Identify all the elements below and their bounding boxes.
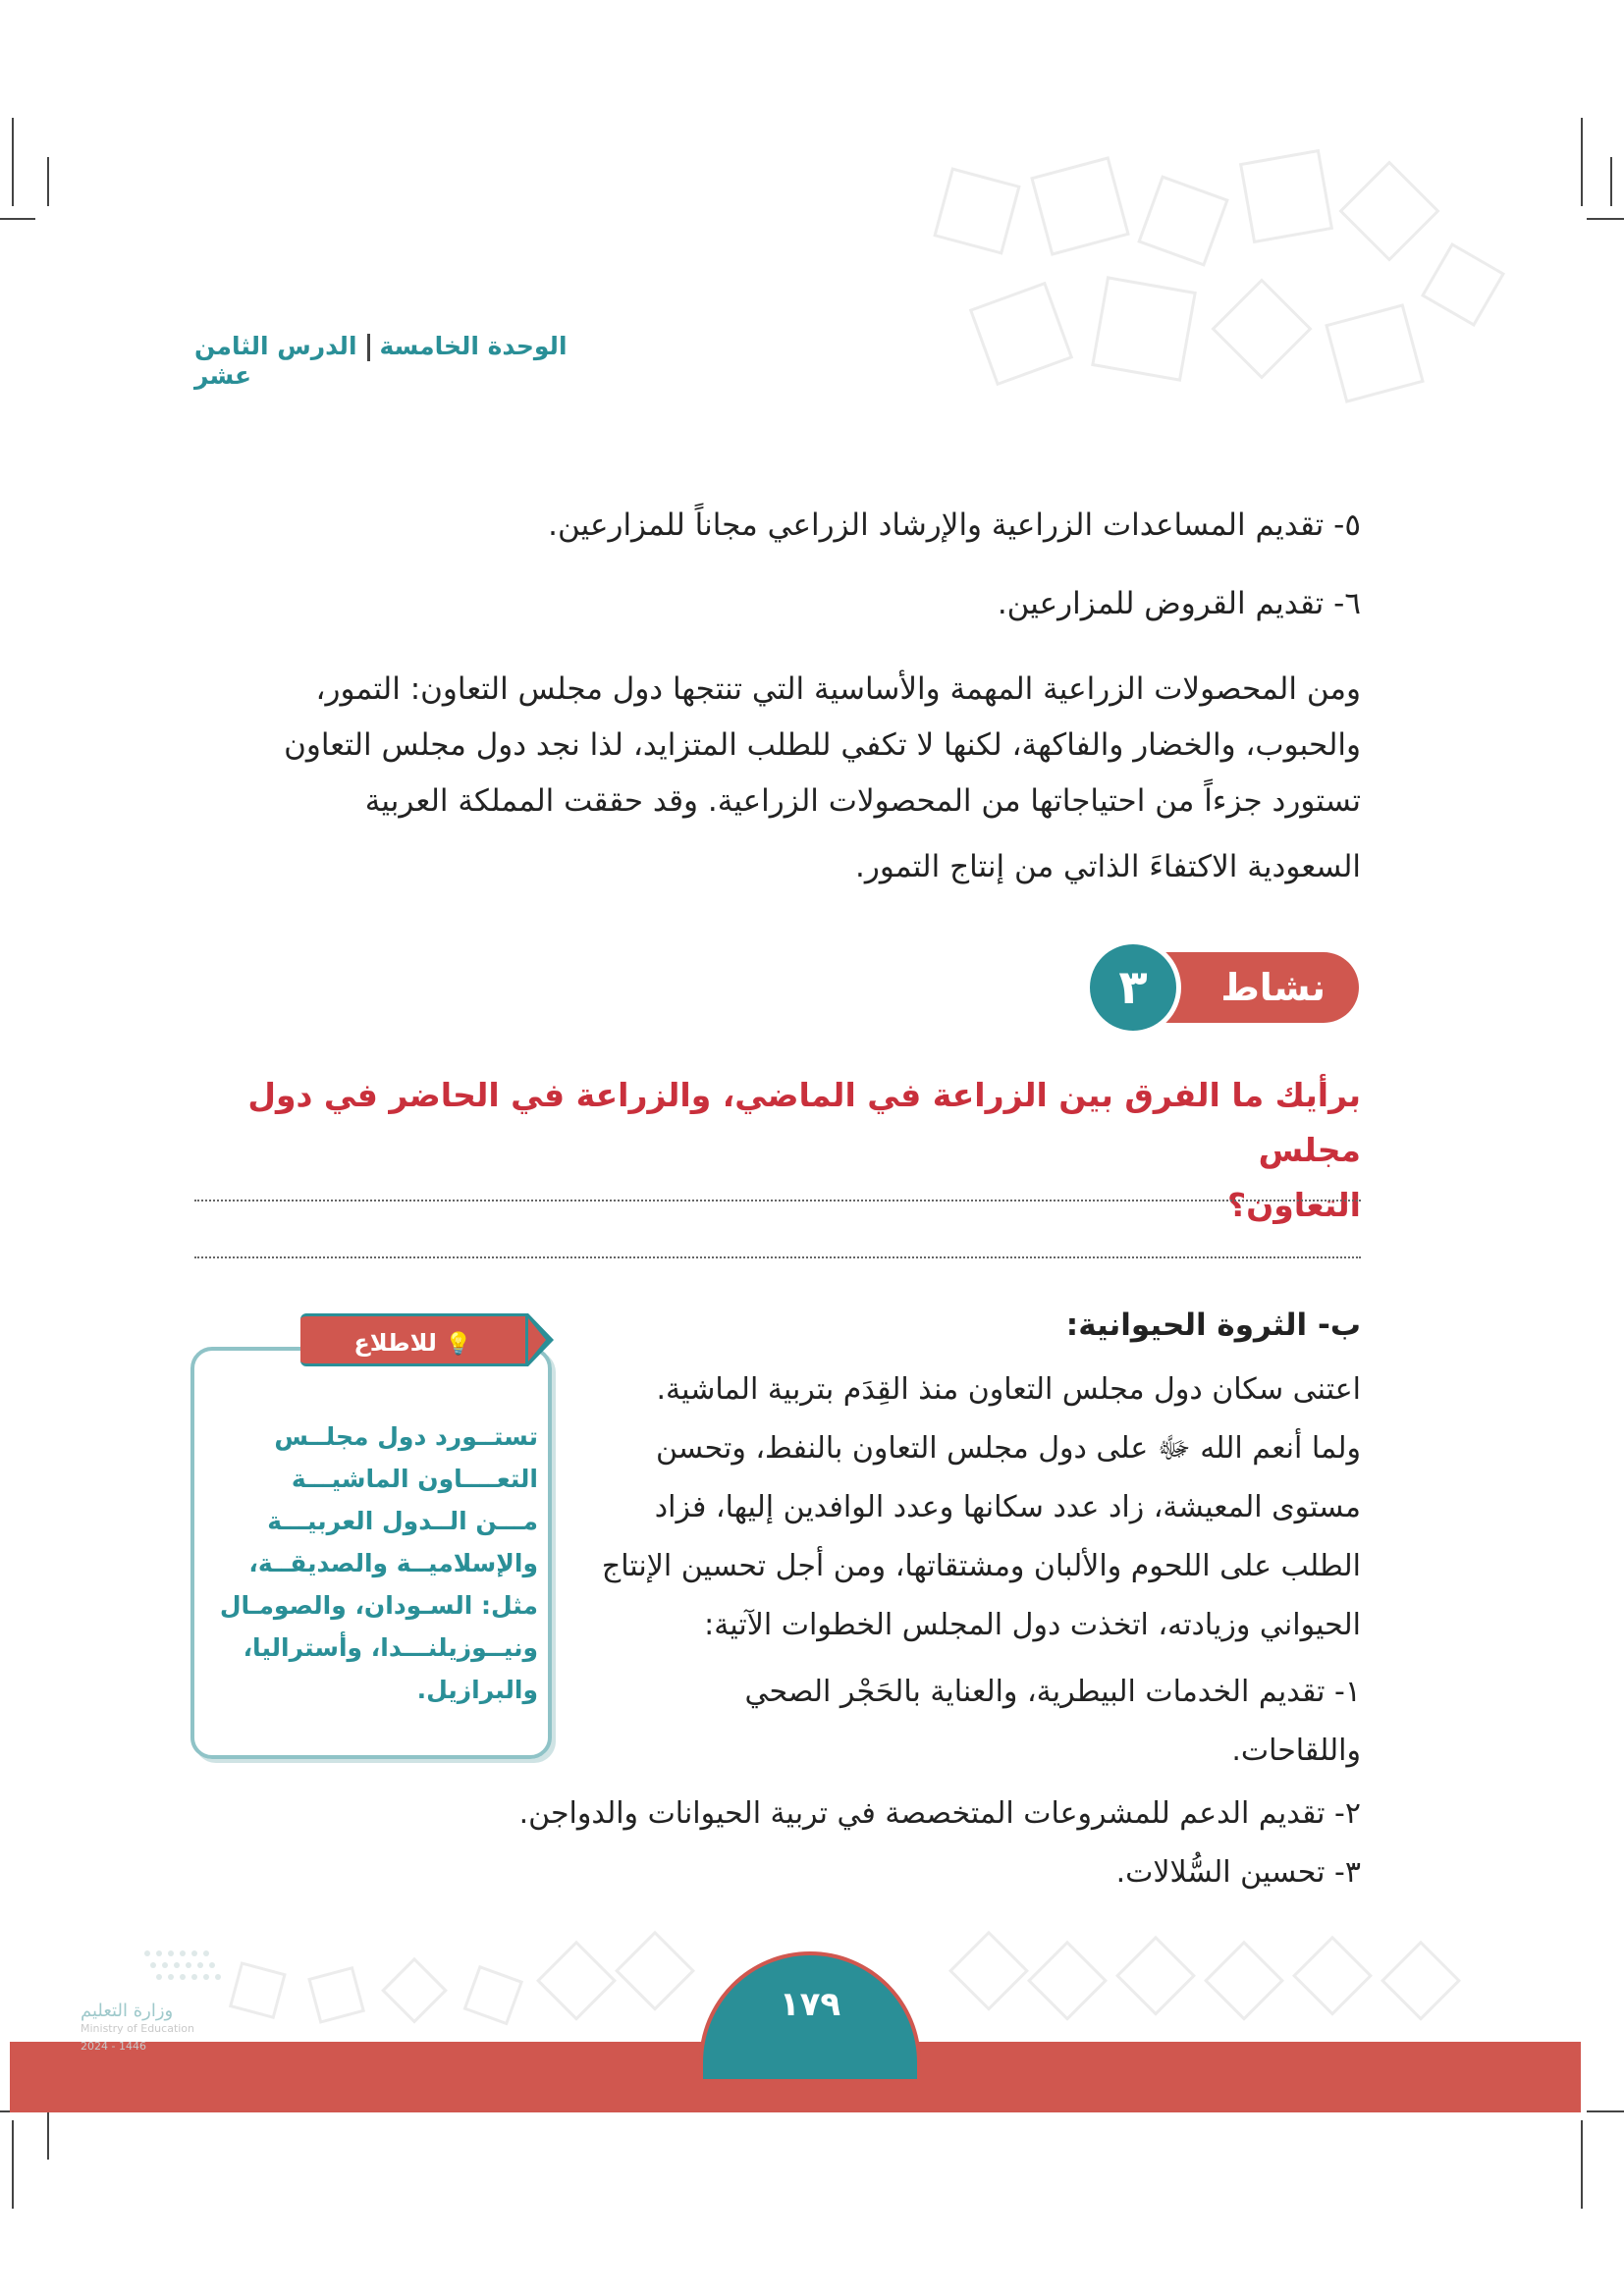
ministry-name: وزارة التعليم xyxy=(81,2001,174,2021)
crop-mark xyxy=(1581,2120,1583,2209)
paragraph-line: تستورد جزءاً من احتياجاتها من المحصولات الزراعية. وقد حققت المملكة العربية xyxy=(364,783,1361,819)
info-line: التعــــاون الماشيـــة xyxy=(291,1465,538,1493)
info-line: والإسلاميــة والصديقــة، xyxy=(248,1549,538,1577)
paragraph-line: والحبوب، والخضار والفاكهة، لكنها لا تكفي للطلب المتزايد، لذا نجد دول مجلس التعاون xyxy=(284,727,1361,763)
header-separator xyxy=(367,334,370,361)
section-title: ب- الثروة الحيوانية: xyxy=(1065,1308,1361,1343)
header-lesson: الدرس الثامن عشر xyxy=(194,332,357,390)
answer-line[interactable] xyxy=(194,1256,1361,1258)
answer-line[interactable] xyxy=(194,1200,1361,1201)
info-line: مـــن الــدول العربيـــة xyxy=(267,1507,538,1535)
list-item: ٢- تقديم الدعم للمشروعات المتخصصة في تربية الحيوانات والدواجن. xyxy=(518,1796,1361,1831)
body-line: الطلب على اللحوم والألبان ومشتقاتها، ومن أجل تحسين الإنتاج xyxy=(601,1549,1361,1583)
crop-mark xyxy=(12,2120,14,2209)
info-line: ونيــوزيلنـــدا، وأستراليا، xyxy=(243,1633,538,1662)
activity-label: نشاط xyxy=(1133,952,1359,1023)
crop-mark xyxy=(1610,157,1612,206)
paragraph-line: السعودية الاكتفاءَ الذاتي من إنتاج التمور. xyxy=(855,849,1361,884)
tag-arrow-icon xyxy=(528,1313,554,1366)
question-line: التعاون؟ xyxy=(1226,1186,1361,1224)
header-unit: الوحدة الخامسة xyxy=(379,332,568,360)
body-line: ولما أنعم الله ﷻ على دول مجلس التعاون بالنفط، وتحسن xyxy=(656,1431,1361,1466)
lightbulb-icon: 💡 xyxy=(445,1332,472,1357)
ministry-logo xyxy=(81,2002,228,2056)
crop-mark xyxy=(0,218,35,220)
paragraph-line: ومن المحصولات الزراعية المهمة والأساسية التي تنتجها دول مجلس التعاون: التمور، xyxy=(315,671,1361,707)
page-number: ١٧٩ xyxy=(699,1951,921,2079)
activity-question xyxy=(194,1068,1361,1233)
crop-mark xyxy=(12,118,14,206)
activity-badge xyxy=(1090,944,1359,1031)
body-line: اعتنى سكان دول مجلس التعاون منذ القِدَم بتربية الماشية. xyxy=(656,1372,1361,1407)
info-tag xyxy=(300,1313,528,1366)
list-item: ٣- تحسين السُّلالات. xyxy=(1115,1855,1361,1890)
info-tag-label: للاطلاع xyxy=(353,1329,437,1357)
question-line: برأيك ما الفرق بين الزراعة في الماضي، والزراعة في الحاضر في دول مجلس xyxy=(247,1076,1361,1169)
crop-mark xyxy=(1587,2110,1624,2112)
crop-mark xyxy=(47,157,49,206)
info-box-text xyxy=(214,1415,538,1711)
list-item: ٥- تقديم المساعدات الزراعية والإرشاد الزراعي مجاناً للمزارعين. xyxy=(548,507,1361,543)
body-line: مستوى المعيشة، زاد عدد سكانها وعدد الوافدين إليها، فزاد xyxy=(654,1490,1361,1524)
list-item: ١- تقديم الخدمات البيطرية، والعناية بالحَجْر الصحي xyxy=(744,1675,1361,1709)
body-line: الحيواني وزيادته، اتخذت دول المجلس الخطوات الآتية: xyxy=(704,1608,1361,1642)
crop-mark xyxy=(1587,218,1624,220)
info-line: تستــورد دول مجلــس xyxy=(274,1422,538,1451)
info-line: مثل: السـودان، والصومـال xyxy=(219,1591,538,1620)
list-item: واللقاحات. xyxy=(1231,1734,1361,1768)
crop-mark xyxy=(1581,118,1583,206)
activity-number: ٣ xyxy=(1090,944,1176,1031)
list-item: ٦- تقديم القروض للمزارعين. xyxy=(997,586,1361,621)
info-line: والبرازيل. xyxy=(416,1676,538,1704)
ministry-year: 2024 - 1446 xyxy=(81,2040,146,2053)
ministry-name-en: Ministry of Education xyxy=(81,2022,195,2035)
running-header xyxy=(194,332,626,390)
